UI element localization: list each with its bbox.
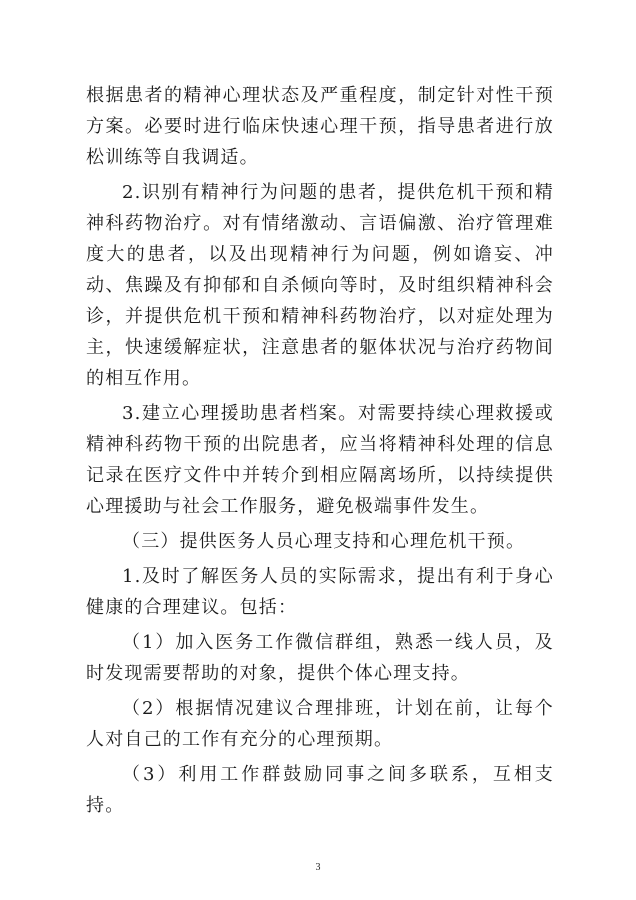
paragraph-item-2: 2.识别有精神行为问题的患者，提供危机干预和精神科药物治疗。对有情绪激动、言语偏激、治疗管理难度大的患者，以及出现精神行为问题，例如谵妄、冲动、焦躁及有抑郁和自杀倾向等时，及时组织精神科会诊，并提供危机干预和精神科药物治疗，以对症处理为主，快速缓解症状，注意患者的躯体状况与治疗药物间的相互作用。 xyxy=(86,182,554,389)
page-number: 3 xyxy=(315,862,321,873)
sub-item-1: （1）加入医务工作微信群组，熟悉一线人员，及时发现需要帮助的对象，提供个体心理支持。 xyxy=(86,632,554,684)
paragraph-item-3: 3.建立心理援助患者档案。对需要持续心理救援或精神科药物干预的出院患者，应当将精神科处理的信息记录在医疗文件中并转介到相应隔离场所，以持续提供心理援助与社会工作服务，避免极端事件发生。 xyxy=(86,403,554,517)
sub-item-3: （3）利用工作群鼓励同事之间多联系，互相支持。 xyxy=(86,764,554,816)
sub-item-2: （2）根据情况建议合理排班，计划在前，让每个人对自己的工作有充分的心理预期。 xyxy=(86,698,554,750)
paragraph-continuation: 根据患者的精神心理状态及严重程度，制定针对性干预方案。必要时进行临床快速心理干预，指导患者进行放松训练等自我调适。 xyxy=(86,85,554,168)
document-body xyxy=(86,80,554,825)
paragraph-item-1: 1.及时了解医务人员的实际需求，提出有利于身心健康的合理建议。包括： xyxy=(86,566,554,618)
section-heading: （三）提供医务人员心理支持和心理危机干预。 xyxy=(122,531,526,552)
